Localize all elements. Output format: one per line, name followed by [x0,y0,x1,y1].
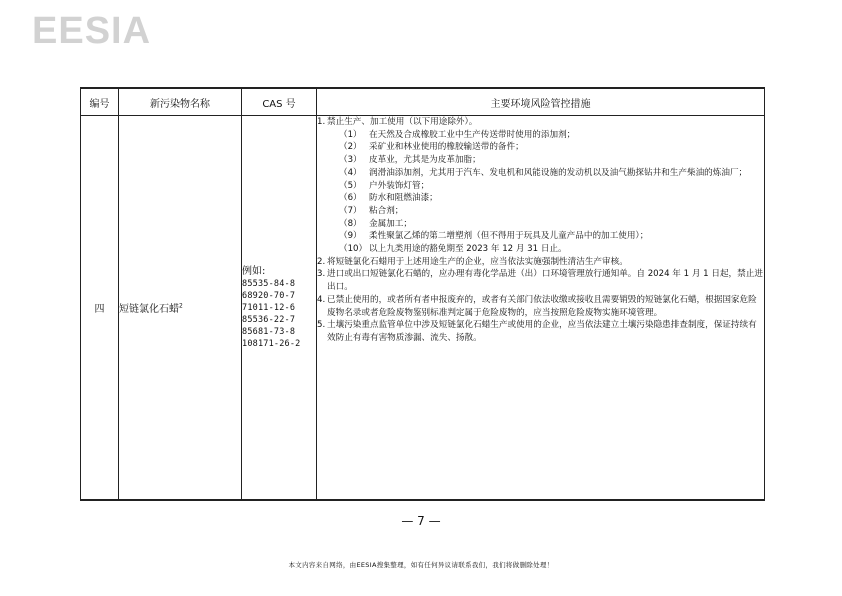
measure-subitem [317,243,764,256]
eesia-watermark-logo: EESIA [32,10,152,52]
measure-number: 4. [317,294,326,305]
subitem-number: （10） [339,244,368,255]
subitem-text: 防水和阻燃油漆； [369,193,438,204]
subitem-text: 粘合剂； [369,205,404,216]
measure-text: 土壤污染重点监管单位中涉及短链氯化石蜡生产或使用的企业，应当依法建立土壤污染隐患排查制度，保证持续有效防止有毒有害物质渗漏、流失、扬散。 [327,320,757,343]
row-number: 四 [81,116,119,501]
table-header-row [81,88,765,116]
measures-list [317,116,764,345]
measure-number: 3. [317,269,326,280]
subitem-number: （2） [339,142,362,153]
measure-number: 5. [317,320,326,331]
cas-number: 108171-26-2 [242,338,301,349]
measure-number: 2. [317,256,326,267]
header-control-measures: 主要环境风险管控措施 [317,88,765,116]
subitem-text: 以上九类用途的豁免期至 2023 年 12 月 31 日止。 [369,244,567,255]
cas-number: 85535-84-8 [242,278,296,289]
measure-item [317,116,764,129]
page-number: — 7 — [401,514,441,528]
footer-disclaimer: 本文内容来自网络，由EESIA搜集整理，如有任何异议请联系我们，我们将做删除处理！ [288,561,554,569]
footnote-marker: 2 [179,302,183,310]
subitem-text: 润滑油添加剂，尤其用于汽车、发电机和风能设施的发动机以及油气勘探钻井和生产柴油的炼油厂； [369,167,748,178]
table-row [81,116,765,501]
cas-intro: 例如: [242,265,266,277]
measure-subitem [317,167,764,180]
header-cas-number: CAS 号 [242,88,317,116]
measure-item [317,256,764,269]
measure-subitem [317,192,764,205]
cas-number: 71011-12-6 [242,302,296,313]
measure-text: 进口或出口短链氯化石蜡的，应办理有毒化学品进（出）口环境管理放行通知单。自 2024 年 1 月 1 日起，禁止进出口。 [327,269,763,293]
header-pollutant-name: 新污染物名称 [119,88,242,116]
subitem-number: （5） [339,180,362,191]
measure-subitem [317,205,764,218]
cas-number: 85536-22-7 [242,314,296,325]
subitem-number: （6） [339,193,362,204]
pollutant-name: 短链氯化石蜡 [119,304,179,315]
subitem-number: （9） [339,231,362,242]
subitem-number: （1） [339,129,362,140]
measure-text: 禁止生产、加工使用（以下用途除外）。 [327,117,478,127]
subitem-number: （8） [339,218,362,229]
measure-subitem [317,141,764,154]
subitem-number: （7） [339,205,362,216]
subitem-text: 采矿业和林业使用的橡胶输送带的备件； [369,142,524,153]
measures-cell [317,116,765,501]
subitem-text: 金属加工； [369,218,412,229]
measure-number: 1. [317,117,326,127]
measure-subitem [317,129,764,142]
cas-number: 68920-70-7 [242,290,296,301]
measure-subitems [317,129,764,256]
subitem-number: （4） [339,167,362,178]
measure-text: 已禁止使用的，或者所有者申报废弃的，或者有关部门依法收缴或接收且需要销毁的短链氯化石蜡，根据国家危险废物名录或者危险废物鉴别标准判定属于危险废物的，应当按照危险废物实施环境管理。 [327,294,757,318]
measure-item [317,294,764,319]
measure-item [317,268,764,293]
subitem-text: 在天然及合成橡胶工业中生产传送带时使用的添加剂； [369,129,576,140]
header-number: 编号 [81,88,119,116]
regulation-table [80,87,765,501]
measure-subitem [317,230,764,243]
measure-text: 将短链氯化石蜡用于上述用途生产的企业，应当依法实施强制性清洁生产审核。 [327,256,628,267]
cas-cell [242,116,317,501]
measure-subitem [317,180,764,193]
measure-subitem [317,154,764,167]
measure-subitem [317,218,764,231]
subitem-text: 户外装饰灯管； [369,180,430,191]
subitem-text: 柔性聚氯乙烯的第二增塑剂（但不得用于玩具及儿童产品中的加工使用）； [369,231,649,242]
subitem-text: 皮革业，尤其是为皮革加脂； [369,155,481,166]
cas-number: 85681-73-8 [242,326,296,337]
measure-item [317,319,764,344]
subitem-number: （3） [339,155,362,166]
cas-list [242,278,316,350]
pollutant-name-cell [119,116,242,501]
